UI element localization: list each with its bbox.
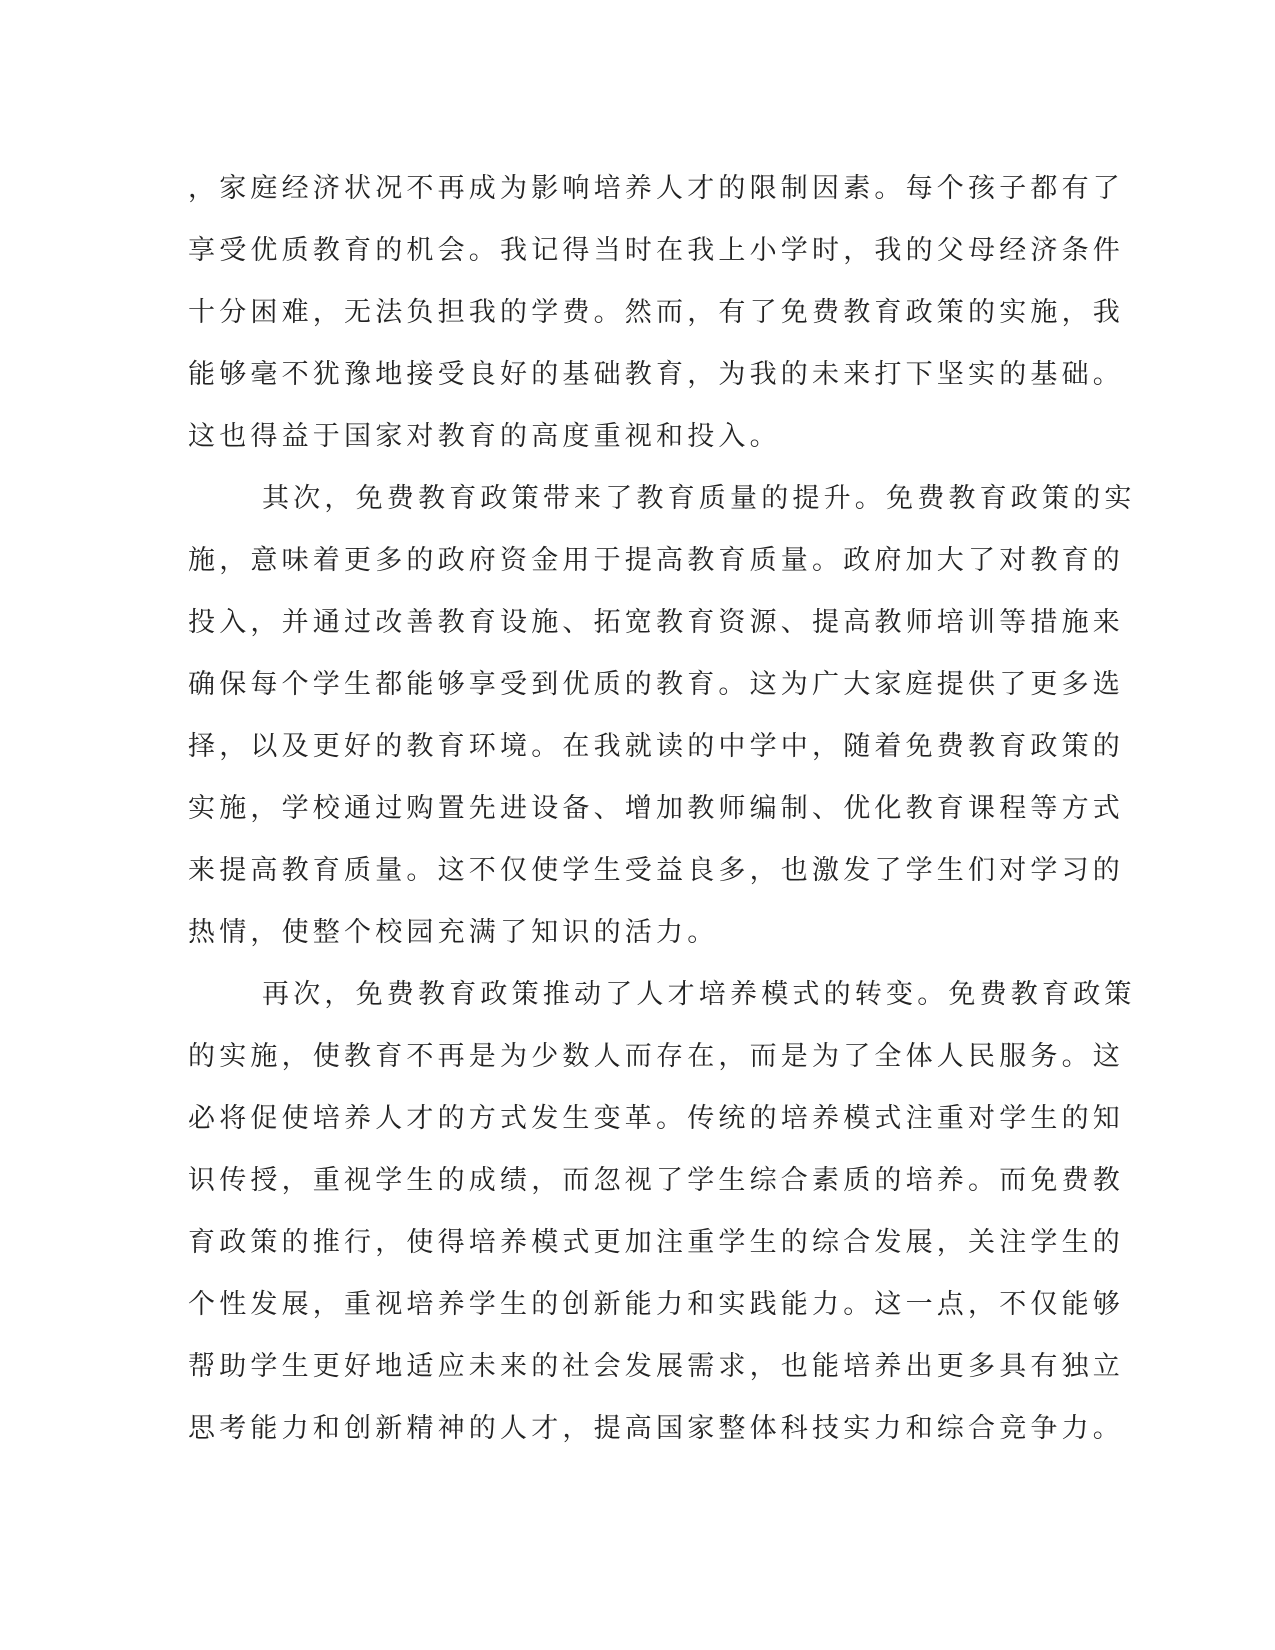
- text-line: 的实施，使教育不再是为少数人而存在，而是为了全体人民服务。这: [188, 1041, 1124, 1072]
- text-line: 这也得益于国家对教育的高度重视和投入。: [188, 421, 781, 452]
- text-line: 施，意味着更多的政府资金用于提高教育质量。政府加大了对教育的: [188, 545, 1124, 576]
- text-line: 确保每个学生都能够享受到优质的教育。这为广大家庭提供了更多选: [188, 669, 1124, 700]
- text-line: 识传授，重视学生的成绩，而忽视了学生综合素质的培养。而免费教: [188, 1165, 1124, 1196]
- text-line: 育政策的推行，使得培养模式更加注重学生的综合发展，关注学生的: [188, 1227, 1124, 1258]
- text-line: 来提高教育质量。这不仅使学生受益良多，也激发了学生们对学习的: [188, 855, 1124, 886]
- text-line: 实施，学校通过购置先进设备、增加教师编制、优化教育课程等方式: [188, 793, 1124, 824]
- text-line: 十分困难，无法负担我的学费。然而，有了免费教育政策的实施，我: [188, 297, 1124, 328]
- text-line: 享受优质教育的机会。我记得当时在我上小学时，我的父母经济条件: [188, 235, 1124, 266]
- text-line: 能够毫不犹豫地接受良好的基础教育，为我的未来打下坚实的基础。: [188, 359, 1124, 390]
- text-line: 投入，并通过改善教育设施、拓宽教育资源、提高教师培训等措施来: [188, 607, 1124, 638]
- text-line: 择，以及更好的教育环境。在我就读的中学中，随着免费教育政策的: [188, 731, 1124, 762]
- paragraph-first-line: 再次，免费教育政策推动了人才培养模式的转变。免费教育政策: [262, 979, 1136, 1010]
- text-line: ，家庭经济状况不再成为影响培养人才的限制因素。每个孩子都有了: [188, 173, 1124, 204]
- paragraph-first-line: 其次，免费教育政策带来了教育质量的提升。免费教育政策的实: [262, 483, 1136, 514]
- text-line: 个性发展，重视培养学生的创新能力和实践能力。这一点，不仅能够: [188, 1289, 1124, 1320]
- text-line: 思考能力和创新精神的人才，提高国家整体科技实力和综合竞争力。: [188, 1413, 1124, 1444]
- text-line: 必将促使培养人才的方式发生变革。传统的培养模式注重对学生的知: [188, 1103, 1124, 1134]
- document-body: [188, 158, 1136, 1460]
- text-line: 帮助学生更好地适应未来的社会发展需求，也能培养出更多具有独立: [188, 1351, 1124, 1382]
- text-line: 热情，使整个校园充满了知识的活力。: [188, 917, 719, 948]
